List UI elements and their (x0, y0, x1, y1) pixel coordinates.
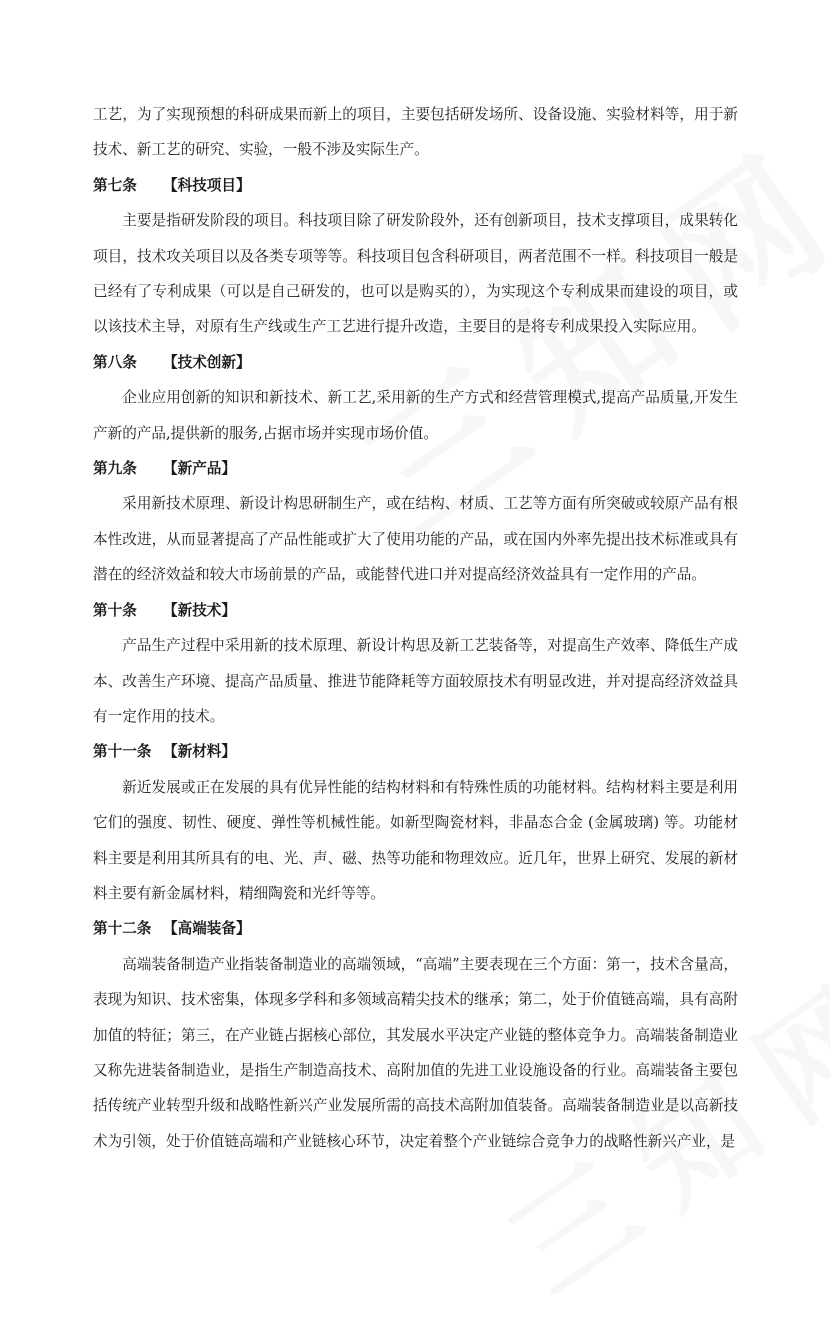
article-paragraph: 主要是指研发阶段的项目。科技项目除了研发阶段外，还有创新项目，技术支撑项目，成果转化项目，技术攻关项目以及各类专项等等。科技项目包含科研项目，两者范围不一样。科技项目一般是已经有了专利成果（可以是自己研发的，也可以是购买的），为实现这个专利成果而建设的项目，或以该技术主导，对原有生产线或生产工艺进行提升改造，主要目的是将专利成果投入实际应用。 (93, 212, 738, 336)
article-heading-9 (93, 451, 738, 486)
article-paragraph: 产品生产过程中采用新的技术原理、新设计构思及新工艺装备等，对提高生产效率、降低生产成本、改善生产环境、提高产品质量、推进节能降耗等方面较原技术有明显改进，并对提高经济效益具有一定作用的技术。 (93, 637, 738, 725)
article-heading-8 (93, 345, 738, 380)
article-title: 【新产品】 (163, 460, 236, 478)
article-heading-12 (93, 911, 738, 946)
article-number: 第九条 (93, 460, 137, 478)
article-title: 【新材料】 (163, 743, 236, 761)
paragraph-continuation: 工艺，为了实现预想的科研成果而新上的项目，主要包括研发场所、设备设施、实验材料等，用于新技术、新工艺的研究、实验，一般不涉及实际生产。 (93, 106, 738, 159)
article-title: 【新技术】 (163, 601, 236, 619)
article-title: 【科技项目】 (163, 176, 251, 194)
article-paragraph: 高端装备制造产业指装备制造业的高端领域，“高端”主要表现在三个方面：第一，技术含量高，表现为知识、技术密集，体现多学科和多领域高精尖技术的继承；第二，处于价值链高端，具有高附加值的特征；第三，在产业链占据核心部位，其发展水平决定产业链的整体竞争力。高端装备制造业又称先进装备制造业，是指生产制造高技术、高附加值的先进工业设施设备的行业。高端装备主要包括传统产业转型升级和战略性新兴产业发展所需的高技术高附加值装备。高端装备制造业是以高新技术为引领，处于价值链高端和产业链核心环节，决定着整个产业链综合竞争力的战略性新兴产业，是 (93, 955, 738, 1150)
article-paragraph: 新近发展或正在发展的具有优异性能的结构材料和有特殊性质的功能材料。结构材料主要是利用它们的强度、韧性、硬度、弹性等机械性能。如新型陶瓷材料，非晶态合金 (金属玻璃) 等。功能材料主要是利用其所具有的电、光、声、磁、热等功能和物理效应。近几年，世界上研究、发展的新材料主要有新金属材料，精细陶瓷和光纤等等。 (93, 778, 738, 902)
article-title: 【技术创新】 (163, 353, 251, 371)
article-paragraph: 采用新技术原理、新设计构思研制生产，或在结构、材质、工艺等方面有所突破或较原产品有根本性改进，从而显著提高了产品性能或扩大了使用功能的产品，或在国内外率先提出技术标准或具有潜在的经济效益和较大市场前景的产品，或能替代进口并对提高经济效益具有一定作用的产品。 (93, 495, 738, 584)
article-number: 第十条 (93, 601, 137, 619)
article-heading-7 (93, 168, 738, 203)
article-number: 第十一条 (93, 743, 152, 761)
article-number: 第八条 (93, 353, 137, 371)
article-number: 第七条 (93, 176, 137, 194)
article-number: 第十二条 (93, 920, 152, 938)
article-heading-11 (93, 734, 738, 769)
article-paragraph: 企业应用创新的知识和新技术、新工艺,采用新的生产方式和经营管理模式,提高产品质量,开发生产新的产品,提供新的服务,占据市场并实现市场价值。 (93, 389, 738, 442)
article-heading-10 (93, 593, 738, 628)
document-body (93, 97, 738, 1159)
article-title: 【高端装备】 (163, 920, 251, 938)
